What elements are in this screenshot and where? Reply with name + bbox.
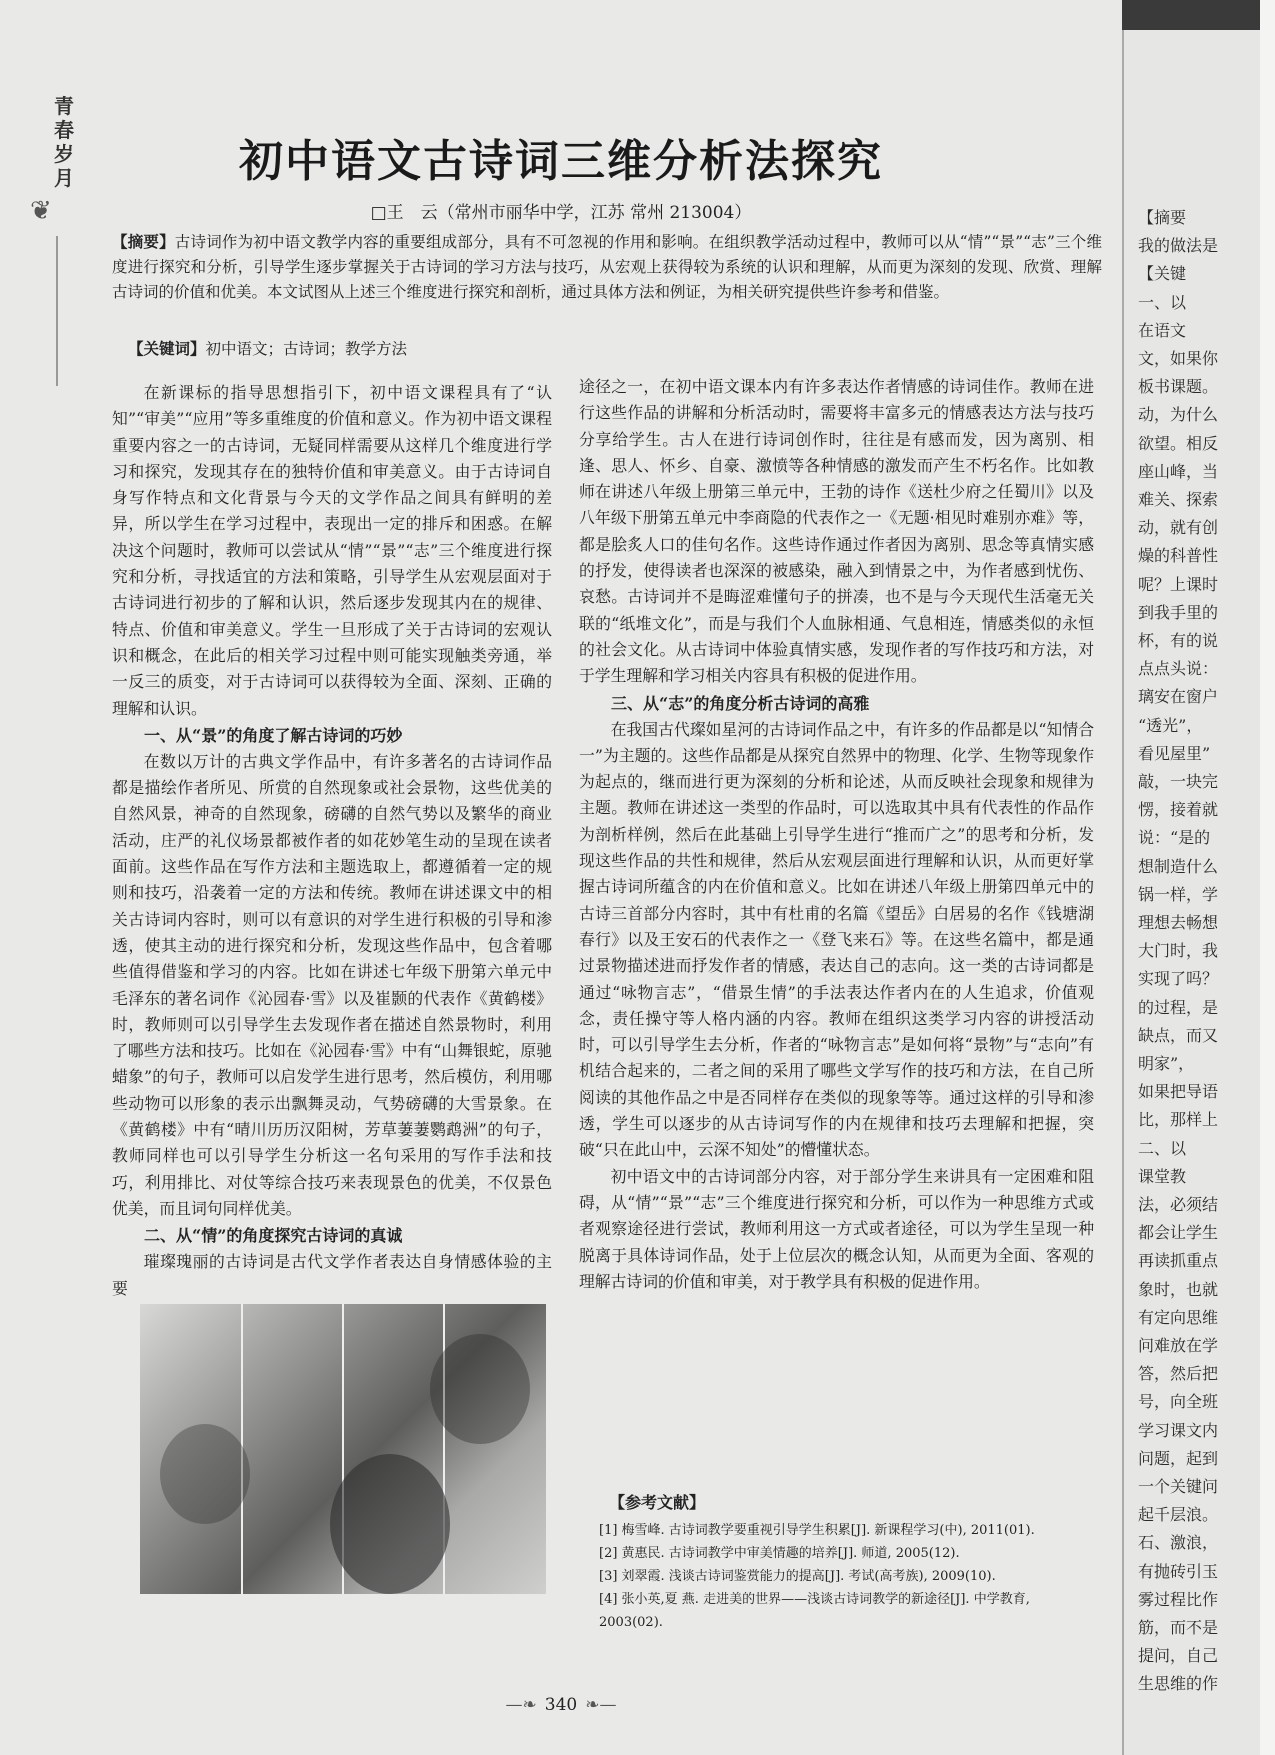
adjacent-page-line: 璃安在窗户 <box>1138 687 1219 707</box>
adjacent-page-line: 筋，而不是 <box>1138 1618 1219 1637</box>
body-paragraph: 在我国古代璨如星河的古诗词作品之中，有许多的作品都是以“知情合一”为主题的。这些作品都是从探究自然界中的物理、化学、生物等现象作为起点的，继而进行更为深刻的分析和论述，从而反映社会现象和规律为主题。教师在讲述这一类型的作品时，可以选取其中具有代表性的作品作为剖析样例，然后在此基础上引导学生进行“推而广之”的思考和分析，发现这些作品的共性和规律，然后从宏观层面进行理解和认识，从而更好掌握古诗词所蕴含的内在价值和意义。比如在讲述八年级上册第四单元中的古诗三首部分内容时，其中有杜甫的名篇《望岳》白居易的名作《钱塘湖春行》以及王安石的代表作之一《登飞来石》等。在这些名篇中，都是通过景物描述进而抒发作者的情感，表达自己的志向。这一类的古诗词都是通过“咏物言志”，“借景生情”的手法表达作者内在的人生追求，价值观念，责任操守等人格内涵的内容。教师在组织这类学习内容的讲授活动时，可以引导学生去分析，作者的“咏物言志”是如何将“景物”与“志向”有机结合起来的，二者之间的采用了哪些文学写作的技巧和方法，在自己所阅读的其他作品之中是否同样存在类似的现象等等。通过这样的引导和渗透，学生可以逐步的从古诗词写作的内在规律和技巧去理解和把握，突破“只在此山中，云深不知处”的懵懂状态。 <box>579 719 1094 1160</box>
adjacent-page-line: 在语文 <box>1138 320 1187 340</box>
adjacent-page-line: 说：“是的 <box>1138 828 1211 848</box>
adjacent-page-line: 比，那样上 <box>1138 1110 1219 1130</box>
adjacent-page-line: 大门时，我 <box>1138 941 1219 961</box>
keywords-text: 初中语文；古诗词；教学方法 <box>205 340 408 358</box>
adjacent-page-line: 呢？上课时 <box>1138 574 1219 594</box>
adjacent-page-line: 的过程，是 <box>1138 997 1219 1017</box>
adjacent-page-line: 欲望。相反 <box>1138 433 1219 453</box>
adjacent-page-line: 提问，自己 <box>1138 1646 1219 1666</box>
right-column <box>579 374 1094 1295</box>
references-title: 【参考文献】 <box>609 1493 706 1512</box>
ornament-icon: ❧— <box>585 1695 617 1715</box>
page-number-text: 340 <box>544 1695 578 1715</box>
body-paragraph: 初中语文中的古诗词部分内容，对于部分学生来讲具有一定困难和阻碍，从“情”“景”“志”三个维度进行探究和分析，可以作为一种思维方式或者观察途径进行尝试，教师利用这一方式或者途径，可以为学生呈现一种脱离于具体诗词作品，处于上位层次的概念认知，从而更为全面、客观的理解古诗词的价值和审美，对于教学具有积极的促进作用。 <box>579 1166 1094 1291</box>
adjacent-page-line: 文，如果你 <box>1138 349 1219 368</box>
adjacent-page-line: 敲，一块完 <box>1138 772 1219 791</box>
ornament-icon: ❦ <box>30 196 52 226</box>
adjacent-page-line: 锅一样，学 <box>1138 884 1219 904</box>
adjacent-page-line: 杯，有的说 <box>1138 631 1219 650</box>
left-column <box>112 380 552 1302</box>
adjacent-page-line: “透光”， <box>1138 715 1203 735</box>
adjacent-page-line: 我的做法是 <box>1138 236 1219 256</box>
adjacent-page-line: 问难放在学 <box>1138 1336 1219 1355</box>
article-author: □王 云（常州市丽华中学，江苏 常州 213004） <box>370 203 752 223</box>
adjacent-page-line: 法，必须结 <box>1138 1195 1219 1214</box>
adjacent-page-line: 看见屋里” <box>1138 743 1211 763</box>
adjacent-page-line: 愣，接着就 <box>1138 800 1219 820</box>
body-paragraph: 在新课标的指导思想指引下，初中语文课程具有了“认知”“审美”“应用”等多重维度的价值和意义。作为初中语文课程重要内容之一的古诗词，无疑同样需要从这样几个维度进行学习和探究，发现其存在的独特价值和审美意义。由于古诗词自身写作特点和文化背景与今天的文学作品之间具有鲜明的差异，所以学生在学习过程中，表现出一定的排斥和困惑。在解决这个问题时，教师可以尝试从“情”“景”“志”三个维度进行探究和分析，寻找适宜的方法和策略，引导学生从宏观层面对于古诗词进行初步的了解和认识，然后逐步发现其内在的规律、特点、价值和审美意义。学生一旦形成了关于古诗词的宏观认识和概念，在此后的相关学习过程中则可能实现触类旁通，举一反三的质变，对于古诗词可以获得较为全面、深刻、正确的理解和认识。 <box>112 383 552 718</box>
adjacent-page-line: 实现了吗？ <box>1138 969 1219 989</box>
adjacent-page-line: 一、以 <box>1138 292 1187 312</box>
adjacent-page-line: 都会让学生 <box>1138 1223 1219 1243</box>
adjacent-page-line: 动，就有创 <box>1138 518 1219 538</box>
section-heading: 三、从“志”的角度分析古诗词的高雅 <box>611 693 870 713</box>
keywords <box>128 337 1028 361</box>
references <box>579 1490 1094 1634</box>
adjacent-page-line: 缺点，而又 <box>1138 1025 1219 1045</box>
reference-item: [4] 张小英,夏 燕. 走进美的世界——浅谈古诗词教学的新途径[J]. 中学教育, 2003(02). <box>599 1592 1030 1630</box>
adjacent-page-line: 学习课文内 <box>1138 1420 1219 1440</box>
side-rule <box>56 236 58 386</box>
body-paragraph: 在数以万计的古典文学作品中，有许多著名的古诗词作品都是描绘作者所见、所赏的自然现象或社会景物，这些优美的自然风景，神奇的自然现象，磅礴的自然气势以及繁华的商业活动，庄严的礼仪场景都被作者的如花妙笔生动的呈现在读者面前。这些作品在写作方法和主题选取上，都遵循着一定的规则和技巧，沿袭着一定的方法和传统。教师在讲述课文中的相关古诗词内容时，则可以有意识的对学生进行积极的引导和渗透，使其主动的进行探究和分析，发现这些作品中，包含着哪些值得借鉴和学习的内容。比如在讲述七年级下册第六单元中毛泽东的著名词作《沁园春·雪》以及崔颢的代表作《黄鹤楼》时，教师则可以引导学生去发现作者在描述自然景物时，利用了哪些方法和技巧。比如在《沁园春·雪》中有“山舞银蛇，原驰蜡象”的句子，教师可以启发学生进行思考，然后模仿，利用哪些动物可以形象的表示出飘舞灵动，气势磅礴的大雪景象。在《黄鹤楼》中有“晴川历历汉阳树，芳草萋萋鹦鹉洲”的句子，教师同样也可以引导学生分析这一名句采用的写作手法和技巧，利用排比、对仗等综合技巧来表现景色的优美，不仅景色优美，而且词句同样优美。 <box>112 751 552 1218</box>
reference-item: [3] 刘翠霞. 浅谈古诗词鉴赏能力的提高[J]. 考试(高考族), 2009(10). <box>599 1569 996 1584</box>
reference-item: [2] 黄惠民. 古诗词教学中审美情趣的培养[J]. 师道, 2005(12). <box>599 1546 960 1561</box>
adjacent-page-line: 雾过程比作 <box>1138 1589 1219 1609</box>
adjacent-page-line: 象时，也就 <box>1138 1279 1219 1299</box>
adjacent-page-line: 起千层浪。 <box>1138 1505 1219 1525</box>
adjacent-page-line: 座山峰，当 <box>1138 461 1219 481</box>
adjacent-page-line: 理想去畅想 <box>1138 913 1219 932</box>
page-edge <box>1260 0 1275 1755</box>
adjacent-page-line: 燥的科普性 <box>1138 546 1219 566</box>
painting-shadow <box>330 1454 450 1594</box>
adjacent-page-line: 课堂教 <box>1138 1166 1187 1186</box>
ornament-icon: —❧ <box>505 1695 537 1715</box>
adjacent-page-line: 动，为什么 <box>1138 405 1219 425</box>
adjacent-page-line: 想制造什么 <box>1138 856 1219 876</box>
adjacent-page-line: 难关、探索 <box>1138 490 1219 509</box>
adjacent-page-line: 点点头说： <box>1138 659 1219 679</box>
adjacent-page-line: 有定向思维 <box>1138 1307 1219 1327</box>
painting-shadow <box>160 1424 250 1524</box>
adjacent-page-line: 问题，起到 <box>1138 1448 1219 1468</box>
adjacent-page-line: 号，向全班 <box>1138 1392 1219 1412</box>
body-paragraph: 途径之一，在初中语文课本内有许多表达作者情感的诗词佳作。教师在进行这些作品的讲解和分析活动时，需要将丰富多元的情感表达方法与技巧分享给学生。古人在进行诗词创作时，往往是有感而发，因为离别、相逢、思人、怀乡、自豪、激愤等各种情感的激发而产生不朽名作。比如教师在讲述八年级上册第三单元中，王勃的诗作《送杜少府之任蜀川》以及八年级下册第五单元中李商隐的代表作之一《无题·相见时难别亦难》等，都是脍炙人口的佳句名作。这些诗作通过作者因为离别、思念等真情实感的抒发，使得读者也深深的被感染，融入到情景之中，为作者感到忧伤、哀愁。古诗词并不是晦涩难懂句子的拼凑，也不是与今天现代生活毫无关联的“纸堆文化”，而是与我们个人血脉相通、气息相连，情感类似的永恒的社会文化。从古诗词中体验真情实感，发现作者的写作技巧和方法，对于学生理解和学习相关内容具有积极的促进作用。 <box>579 377 1094 686</box>
adjacent-page-line: 石、激浪， <box>1138 1533 1219 1553</box>
abstract <box>112 229 1102 305</box>
section-heading: 二、从“情”的角度探究古诗词的真诚 <box>144 1226 403 1246</box>
section-heading: 一、从“景”的角度了解古诗词的巧妙 <box>144 725 403 745</box>
adjacent-page-line: 有抛砖引玉 <box>1138 1561 1219 1581</box>
adjacent-page-line: 【关键 <box>1138 264 1187 284</box>
section-label: 青春岁月 <box>54 94 74 190</box>
reference-item: [1] 梅雪峰. 古诗词教学要重视引导学生积累[J]. 新课程学习(中), 2011(01). <box>599 1523 1035 1538</box>
body-paragraph: 璀璨瑰丽的古诗词是古代文学作者表达自身情感体验的主要 <box>112 1252 552 1298</box>
abstract-text: 古诗词作为初中语文教学内容的重要组成部分，具有不可忽视的作用和影响。在组织教学活动过程中，教师可以从“情”“景”“志”三个维度进行探究和分析，引导学生逐步掌握关于古诗词的学习方法与技巧，从宏观上获得较为系统的认识和理解，从而更为深刻的发现、欣赏、理解古诗词的价值和优美。本文试图从上述三个维度进行探究和剖析，通过具体方法和例证，为相关研究提供些许参考和借鉴。 <box>112 233 1102 301</box>
adjacent-page <box>1122 30 1275 1755</box>
adjacent-page-line: 【摘要 <box>1138 208 1187 227</box>
abstract-tag: 【摘要】 <box>112 232 175 251</box>
page-number <box>0 1695 1122 1715</box>
adjacent-page-line: 明家”， <box>1138 1054 1195 1073</box>
adjacent-page-line: 一个关键问 <box>1138 1477 1219 1496</box>
adjacent-page-line: 到我手里的 <box>1138 602 1219 622</box>
adjacent-page-line: 答，然后把 <box>1138 1364 1219 1384</box>
painting-shadow <box>430 1334 530 1444</box>
adjacent-page-line: 如果把导语 <box>1138 1082 1219 1102</box>
adjacent-page-line: 再读抓重点 <box>1138 1251 1219 1271</box>
ink-painting-image <box>140 1304 546 1594</box>
adjacent-page-line: 板书课题。 <box>1138 377 1219 397</box>
adjacent-page-line: 生思维的作 <box>1138 1674 1219 1694</box>
adjacent-page-line: 二、以 <box>1138 1138 1187 1158</box>
article-title: 初中语文古诗词三维分析法探究 <box>239 136 883 187</box>
keywords-tag: 【关键词】 <box>128 339 206 358</box>
